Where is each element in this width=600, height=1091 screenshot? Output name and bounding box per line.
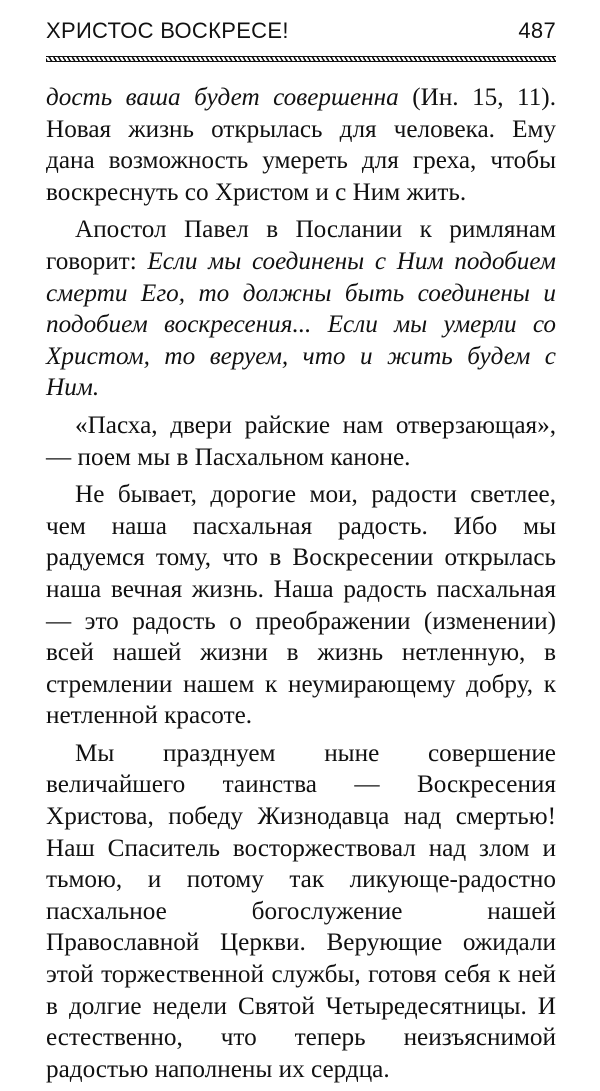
running-title: ХРИСТОС ВОСКРЕСЕ! [46,18,289,43]
decorative-rule [46,56,556,62]
paragraph-5: Мы празднуем ныне совершение величайшего таинства — Воскресения Христова, победу Жизнодавца над смертью! Наш Спаситель восторжествовал над злом и тьмою, и потому так ликующе-радостно пасхальное богослужение нашей Православной Церкви. Верующие ожидали этой торжественной службы, готовя себя к ней в долгие недели Святой Четыредесятницы. И естественно, что теперь неизъяснимой радостью наполнены их сердца. [46,739,556,1083]
paragraph-4: Не бывает, дорогие мои, радости светлее, чем наша пасхальная радость. Ибо мы радуемся тому, что в Воскресении открылась наша вечная жизнь. Наша радость пасхальная — это радость о преображении (изменении) всей нашей жизни в жизнь нетленную, в стремлении нашем к неумирающему добру, к нетленной красоте. [46,481,556,730]
paragraph-2 [46,214,556,404]
running-header [46,18,556,52]
body-text [46,82,556,1085]
page-number: 487 [518,18,556,43]
paragraph-1-italic: дость ваша будет совершенна [46,84,399,111]
paragraph-1-text: (Ин. 15, 11). Новая жизнь открылась для человека. Ему дана возможность умереть для греха, чтобы воскреснуть со Христом и с Ним жить. [46,84,556,206]
paragraph-2-quote: Если мы соединены с Ним подобием смерти Его, то должны быть соединены и подобием воскресения... Если мы умерли со Христом, то веруем, что и жить будем с Ним. [46,247,556,402]
book-page [46,18,556,1091]
paragraph-3: «Пасха, двери райские нам отверзающая», — поем мы в Пасхальном каноне. [46,411,556,471]
paragraph-2-lead: Апостол Павел в Послании к римлянам говорит: [46,216,556,275]
paragraph-1 [46,82,556,208]
